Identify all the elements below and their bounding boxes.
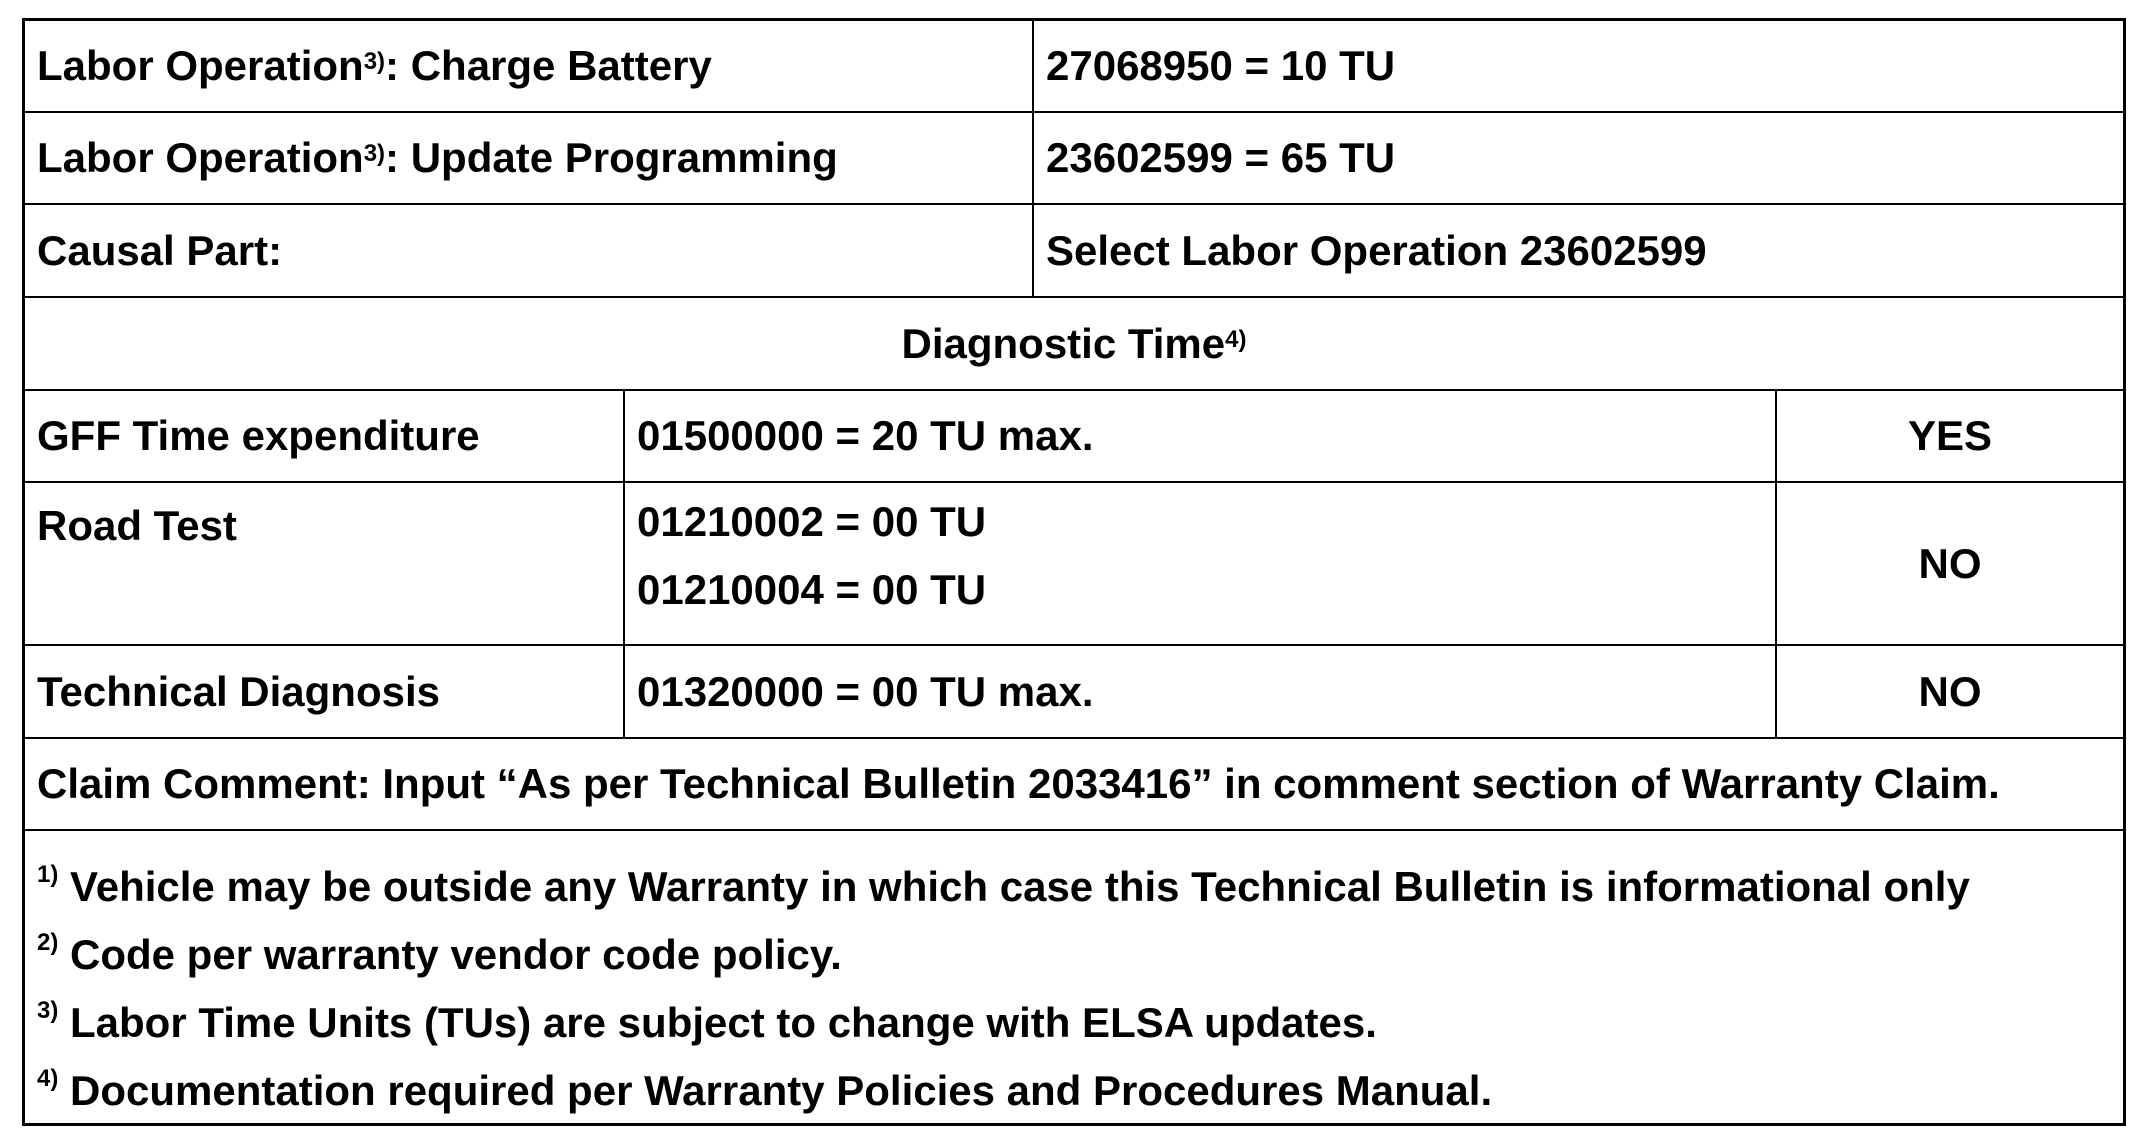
road-test-code: 01210004 = 00 TU bbox=[637, 566, 987, 613]
row-update-programming bbox=[25, 113, 2123, 205]
footnote-1 bbox=[37, 853, 2123, 921]
footnote-text: Code per warranty vendor code policy. bbox=[58, 931, 842, 978]
labor-operations-table bbox=[22, 18, 2126, 1126]
diagnostic-time-text: Diagnostic Time bbox=[901, 319, 1226, 367]
footnote-mark: 3) bbox=[37, 997, 59, 1024]
road-test-code: 01210002 = 00 TU bbox=[637, 498, 987, 545]
road-test-flag: NO bbox=[1775, 483, 2123, 644]
charge-battery-label-suffix: : Charge Battery bbox=[385, 42, 712, 89]
technical-diagnosis-label: Technical Diagnosis bbox=[37, 667, 440, 715]
update-programming-label-suffix: : Update Programming bbox=[385, 134, 838, 181]
update-programming-label-prefix: Labor Operation bbox=[37, 134, 364, 181]
claim-comment: Claim Comment: Input “As per Technical Bulletin 2033416” in comment section of Warranty Claim. bbox=[37, 760, 2000, 807]
row-causal-part bbox=[25, 205, 2123, 298]
gff-time-flag: YES bbox=[1775, 391, 2123, 481]
footnote-3 bbox=[37, 989, 2123, 1057]
charge-battery-label-prefix: Labor Operation bbox=[37, 42, 364, 89]
charge-battery-label: Labor Operation $^{3)}$ : Charge Battery bbox=[37, 42, 712, 89]
diagnostic-time-heading: Diagnostic Time $^{4)}$ bbox=[901, 319, 1247, 367]
footnote-text: Labor Time Units (TUs) are subject to change with ELSA updates. bbox=[58, 999, 1377, 1046]
technical-diagnosis-flag: NO bbox=[1775, 646, 2123, 737]
row-diagnostic-heading bbox=[25, 298, 2123, 391]
footnote-text: Documentation required per Warranty Policies and Procedures Manual. bbox=[58, 1067, 1493, 1114]
row-technical-diagnosis bbox=[25, 646, 2123, 739]
row-claim-comment bbox=[25, 739, 2123, 831]
road-test-label: Road Test bbox=[37, 502, 237, 549]
gff-time-label: GFF Time expenditure bbox=[37, 412, 480, 459]
footnote-2 bbox=[37, 921, 2123, 989]
footnote-4 bbox=[37, 1057, 2123, 1125]
update-programming-label: Labor Operation $^{3)}$ : Update Programming bbox=[37, 134, 838, 181]
technical-diagnosis-code: 01320000 = 00 TU max. bbox=[623, 646, 1775, 737]
causal-part-label: Causal Part: bbox=[37, 226, 283, 274]
road-test-codes bbox=[623, 483, 1775, 644]
footnote-text: Vehicle may be outside any Warranty in which case this Technical Bulletin is informational only bbox=[58, 863, 1970, 910]
footnotes bbox=[25, 831, 2123, 1123]
causal-part-value: Select Labor Operation 23602599 bbox=[1032, 205, 2123, 296]
footnote-mark: 2) bbox=[37, 929, 59, 956]
gff-time-code: 01500000 = 20 TU max. bbox=[623, 391, 1775, 481]
charge-battery-value: 27068950 = 10 TU bbox=[1032, 21, 2123, 111]
update-programming-value: 23602599 = 65 TU bbox=[1032, 113, 2123, 203]
row-charge-battery bbox=[25, 21, 2123, 113]
footnote-mark: 1) bbox=[37, 861, 59, 888]
row-road-test bbox=[25, 483, 2123, 646]
footnote-mark: 4) bbox=[37, 1065, 59, 1092]
row-gff-time bbox=[25, 391, 2123, 483]
